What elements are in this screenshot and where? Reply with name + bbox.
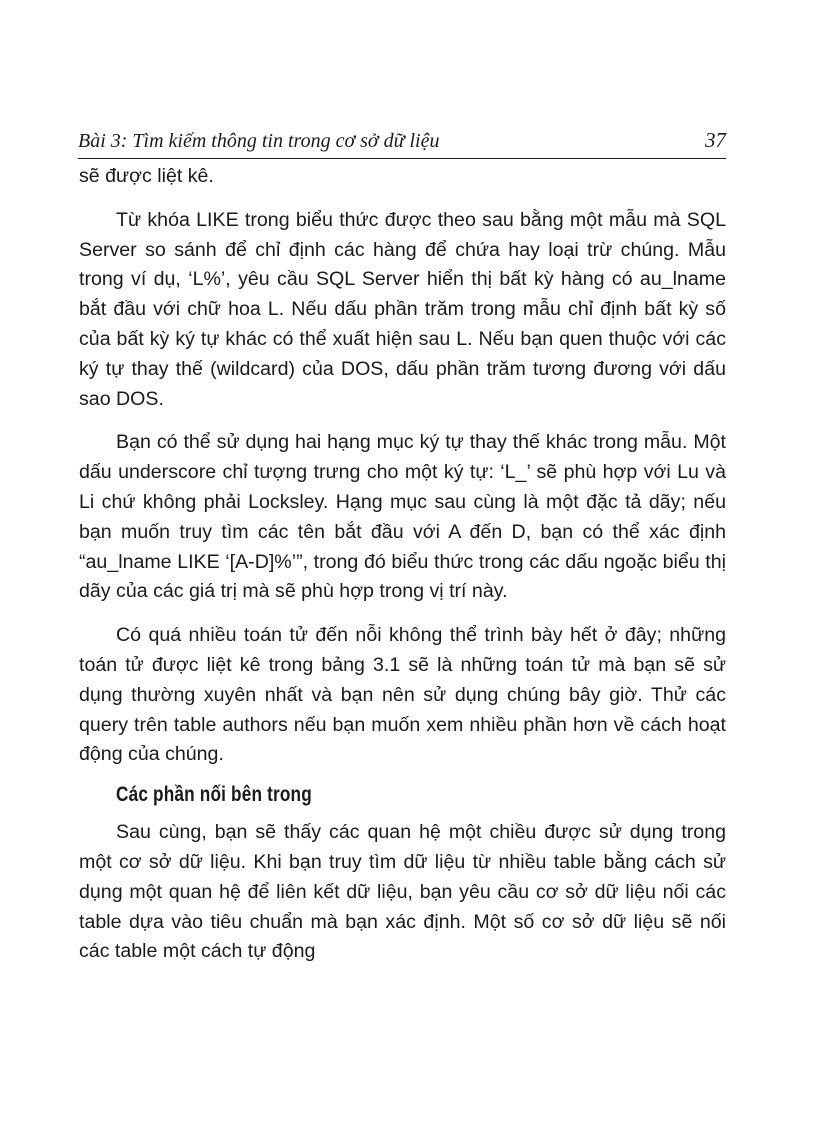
running-title: Bài 3: Tìm kiếm thông tin trong cơ sở dữ liệu xyxy=(78,130,440,152)
paragraph-continuation: sẽ được liệt kê. xyxy=(79,165,214,187)
body-text xyxy=(79,162,726,981)
section-heading: Các phần nối bên trong xyxy=(116,783,312,807)
page-number: 37 xyxy=(705,128,726,152)
running-header xyxy=(78,126,726,159)
paragraph-wildcards: Bạn có thể sử dụng hai hạng mục ký tự thay thế khác trong mẫu. Một dấu underscore chỉ tượng trưng cho một ký tự: ‘L_’ sẽ phù hợp với Lu và Li chứ không phải Locksley. Hạng mục sau cùng là một đặc tả dãy; nếu bạn muốn truy tìm các tên bắt đầu với A đến D, bạn có thể xác định “au_lname LIKE ‘[A-D]%’”, trong đó biểu thức trong các dấu ngoặc biểu thị dãy của các giá trị mà sẽ phù hợp trong vị trí này. xyxy=(79,431,726,603)
paragraph-operators: Có quá nhiều toán tử đến nỗi không thể trình bày hết ở đây; những toán tử được liệt kê trong bảng 3.1 sẽ là những toán tử mà bạn sẽ sử dụng thường xuyên nhất và bạn nên sử dụng chúng bây giờ. Thử các query trên table authors nếu bạn muốn xem nhiều phần hơn về cách hoạt động của chúng. xyxy=(79,624,726,766)
paragraph-joins: Sau cùng, bạn sẽ thấy các quan hệ một chiều được sử dụng trong một cơ sở dữ liệu. Khi bạn truy tìm dữ liệu từ nhiều table bằng cách sử dụng một quan hệ để liên kết dữ liệu, bạn yêu cầu cơ sở dữ liệu nối các table dựa vào tiêu chuẩn mà bạn xác định. Một số cơ sở dữ liệu sẽ nối các table một cách tự động xyxy=(79,821,726,963)
paragraph-like-keyword: Từ khóa LIKE trong biểu thức được theo sau bằng một mẫu mà SQL Server so sánh để chỉ định các hàng để chứa hay loại trừ chúng. Mẫu trong ví dụ, ‘L%’, yêu cầu SQL Server hiển thị bất kỳ hàng có au_lname bắt đầu với chữ hoa L. Nếu dấu phần trăm trong mẫu chỉ định bất kỳ số của bất kỳ ký tự khác có thể xuất hiện sau L. Nếu bạn quen thuộc với các ký tự thay thế (wildcard) của DOS, dấu phần trăm tương đương với dấu sao DOS. xyxy=(79,208,726,410)
